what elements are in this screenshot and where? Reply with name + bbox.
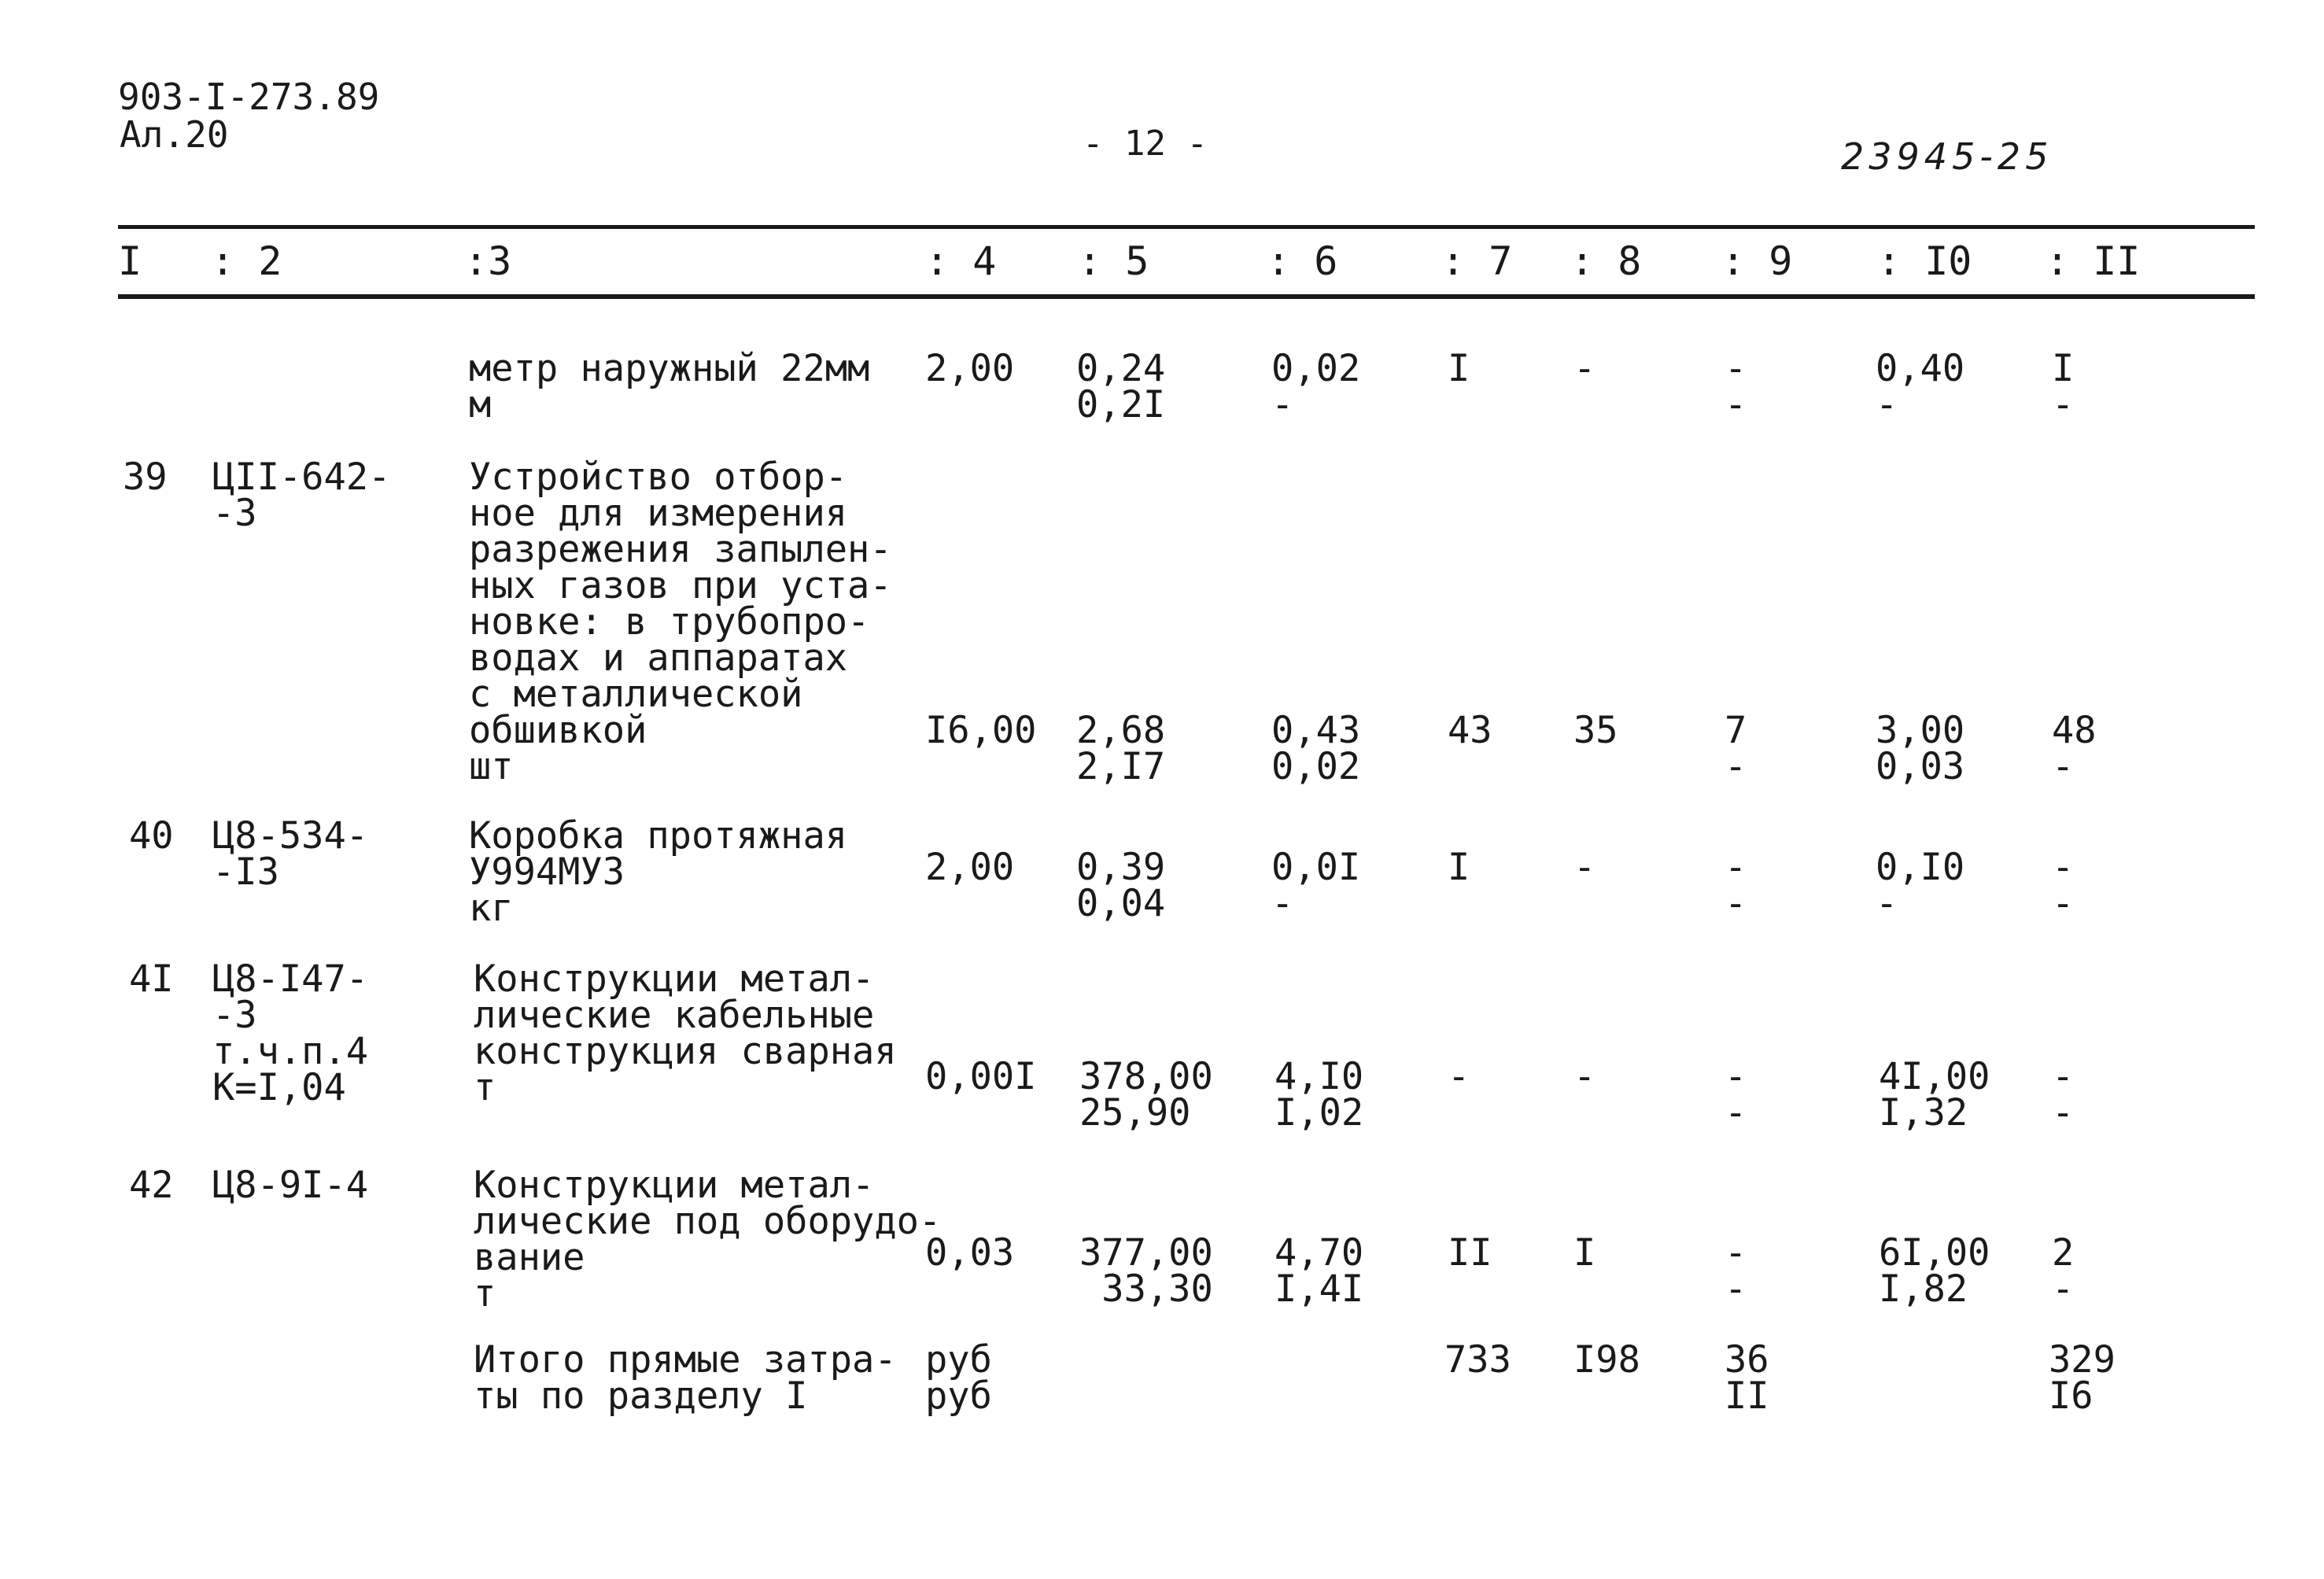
row-col10: 0,40 - <box>1876 347 1965 426</box>
row-col4: 2,00 <box>925 347 1015 390</box>
row-col11: 48 - <box>2052 709 2097 788</box>
row-description: Устройство отбор- ное для измерения разрежения запылен- ных газов при уста- новке: в трубопро- водах и аппаратах с металлической обшивкой шт <box>469 456 892 788</box>
column-header: : 4 <box>925 238 997 284</box>
column-header: : 7 <box>1441 238 1513 284</box>
header-top-rule <box>118 225 2255 229</box>
total-col11: 329 I6 <box>2049 1338 2116 1418</box>
column-header: :3 <box>464 238 512 284</box>
row-col11: - - <box>2052 846 2075 925</box>
row-number: 40 <box>129 814 174 858</box>
column-header: : 6 <box>1267 238 1338 284</box>
column-header: : I0 <box>1877 238 1972 284</box>
row-col10: 3,00 0,03 <box>1876 709 1965 788</box>
row-col4: 0,03 <box>925 1231 1015 1275</box>
row-col6: 0,0I - <box>1271 846 1361 925</box>
row-col5: 0,24 0,2I <box>1076 347 1166 426</box>
row-description: Конструкции метал- лические кабельные конструкция сварная т <box>474 957 897 1109</box>
row-col9: - - <box>1725 1055 1747 1134</box>
row-col8: 35 <box>1573 709 1618 752</box>
row-col7: 43 <box>1448 709 1492 752</box>
column-header: : 5 <box>1078 238 1149 284</box>
row-col10: 0,I0 - <box>1876 846 1965 925</box>
column-header: : 9 <box>1721 238 1793 284</box>
row-col9: - - <box>1725 846 1747 925</box>
row-col5: 0,39 0,04 <box>1076 846 1166 925</box>
row-description: Конструкции метал- лические под оборудо- вание т <box>474 1164 942 1315</box>
total-col9: 36 II <box>1725 1338 1769 1418</box>
row-number: 39 <box>123 456 168 499</box>
column-header: : 8 <box>1570 238 1642 284</box>
row-code: ЦII-642- -3 <box>212 456 391 535</box>
row-col11: I - <box>2052 347 2075 426</box>
row-number: 4I <box>129 957 174 1001</box>
row-col4: 0,00I <box>925 1055 1037 1098</box>
column-header: : II <box>2045 238 2141 284</box>
row-col6: 4,I0 I,02 <box>1275 1055 1364 1134</box>
row-number: 42 <box>129 1164 174 1207</box>
row-col6: 0,43 0,02 <box>1271 709 1361 788</box>
row-col10: 4I,00 I,32 <box>1879 1055 1990 1134</box>
row-code: Ц8-534- -I3 <box>212 814 369 894</box>
row-col7: I <box>1448 846 1470 889</box>
row-col4: I6,00 <box>925 709 1037 752</box>
page-number: - 12 - <box>1083 124 1208 164</box>
row-col7: I <box>1448 347 1470 390</box>
row-col9: 7 - <box>1725 709 1747 788</box>
total-description: Итого прямые затра- ты по разделу I <box>474 1338 897 1418</box>
row-col5: 377,00 33,30 <box>1079 1231 1213 1311</box>
column-header: : 2 <box>211 238 282 284</box>
total-col4: руб руб <box>925 1338 992 1418</box>
row-description: Коробка протяжная У994МУ3 кг <box>469 814 848 930</box>
stamp-number: 23945-25 <box>1841 135 2053 178</box>
album-number: Ал.20 <box>120 113 229 156</box>
row-col7: II <box>1448 1231 1492 1275</box>
row-col11: 2 - <box>2052 1231 2075 1311</box>
row-code: Ц8-9I-4 <box>212 1164 369 1207</box>
row-col6: 4,70 I,4I <box>1275 1231 1364 1311</box>
row-col8: - <box>1573 1055 1596 1098</box>
document-code: 903-I-273.89 <box>118 76 380 118</box>
row-col5: 378,00 25,90 <box>1079 1055 1213 1134</box>
row-col4: 2,00 <box>925 846 1015 889</box>
row-description: метр наружный 22мм м <box>469 347 870 426</box>
row-col8: I <box>1573 1231 1596 1275</box>
row-col8: - <box>1573 846 1596 889</box>
total-col7: 733 <box>1444 1338 1511 1382</box>
row-col8: - <box>1573 347 1596 390</box>
row-col9: - - <box>1725 347 1747 426</box>
row-col7: - <box>1448 1055 1470 1098</box>
total-col8: I98 <box>1573 1338 1640 1382</box>
column-header: I <box>118 238 142 284</box>
row-col10: 6I,00 I,82 <box>1879 1231 1990 1311</box>
header-bottom-rule <box>118 294 2255 299</box>
row-col9: - - <box>1725 1231 1747 1311</box>
row-code: Ц8-I47- -3 т.ч.п.4 К=I,04 <box>212 957 369 1109</box>
row-col5: 2,68 2,I7 <box>1076 709 1166 788</box>
row-col6: 0,02 - <box>1271 347 1361 426</box>
row-col11: - - <box>2052 1055 2075 1134</box>
